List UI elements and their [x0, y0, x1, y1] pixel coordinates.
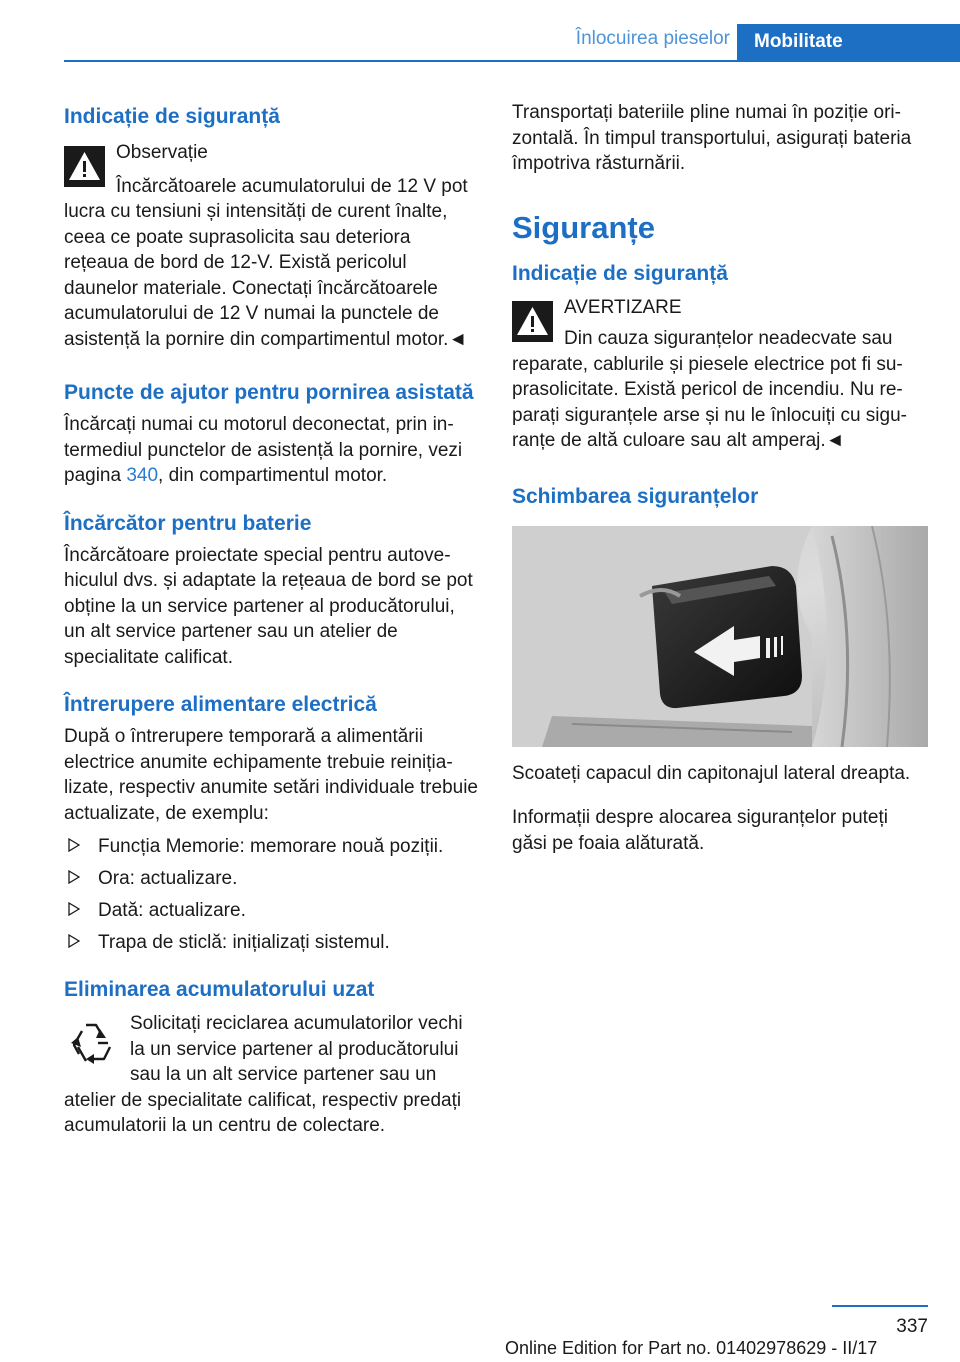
disposal-note — [64, 1011, 478, 1139]
running-header-section: Înlocuirea pieselor — [575, 28, 730, 49]
transport-text: Transportați bateriile pline numai în poziție orizontală. În timpul transportului, asigurați bateria împotriva răsturnării. — [512, 102, 912, 174]
triangle-bullet-icon — [68, 934, 80, 948]
fuse-cover-photo — [512, 526, 928, 747]
charger-text: Încărcătoare proiectate special pentru autovehiculul dvs. și adaptate la rețeaua de bord se pot obține la un service partener al producătorului, un alt service partener sau un atelier de specialitate calificat. — [64, 544, 473, 668]
jump-start-text — [64, 412, 478, 489]
left-column — [64, 100, 478, 1139]
safety-note — [64, 140, 478, 352]
triangle-bullet-icon — [68, 870, 80, 884]
list-item — [64, 834, 478, 859]
warning-text: Din cauza siguranțelor neadecvate sau reparate, cablurile și piesele electrice pot fi suprasolicitate. Există pericol de incendiu. Nu reparați siguranțele arse și nu le înlocuiți cu siguranțe de altă culoare sau alt amperaj.◄ — [512, 328, 907, 451]
list-item — [64, 930, 478, 955]
fuses-safety-heading: Indicație de siguranță — [512, 261, 728, 285]
disposal-heading: Eliminarea acumulatorului uzat — [64, 978, 375, 1001]
safety-text: Încărcătoarele acumulatorului de 12 V pot lucra cu tensiuni și intensități de curent înalte, ceea ce poate suprasolicita sau deteriora rețeaua de bord de 12-V. Există pericolul daunelor materiale. Conectați încărcătoarele acumulatorului de 12 V numai la punctele de asistență la pornire din compartimentul motor.◄ — [64, 175, 468, 350]
right-column — [512, 100, 928, 856]
disposal-text: Solicitați reciclarea acumulatorilor vechi la un service partener al producătorului sau la un alt service partener sau un atelier de specialitate calificat, respectiv predați acumulatorii la un centru de colectare. — [64, 1013, 463, 1136]
list-item — [64, 866, 478, 891]
power-interruption-list — [64, 834, 478, 955]
jump-start-text-after: , din compartimentul motor. — [158, 465, 388, 486]
list-item-text: Ora: actualizare. — [98, 868, 238, 889]
list-item-text: Trapa de sticlă: inițializați sistemul. — [98, 932, 390, 953]
warning-triangle-icon — [64, 146, 105, 187]
edition-note: Online Edition for Part no. 01402978629 - II/17 — [505, 1338, 878, 1358]
fuses-warning — [512, 295, 928, 454]
safety-heading: Indicație de siguranță — [64, 105, 280, 128]
footer-rule — [832, 1305, 928, 1307]
list-item — [64, 898, 478, 923]
fuse-info-text: Informații despre alocarea siguranțelor puteți găsi pe foaia alăturată. — [512, 807, 888, 854]
warning-triangle-icon — [512, 301, 553, 342]
change-fuses-heading: Schimbarea siguranțelor — [512, 484, 759, 508]
triangle-bullet-icon — [68, 902, 80, 916]
safety-label: Observație — [116, 142, 208, 163]
recycle-icon — [64, 1017, 118, 1071]
list-item-text: Funcția Memorie: memorare nouă poziții. — [98, 836, 444, 857]
power-interruption-heading: Întrerupere alimentare electrică — [64, 693, 377, 716]
page-link-340[interactable]: 340 — [126, 465, 159, 486]
charger-heading: Încărcător pentru baterie — [64, 511, 312, 535]
page-number: 337 — [896, 1316, 928, 1337]
jump-start-text-before: Încărcați numai cu motorul deconectat, prin intermediul punctelor de asistență la pornire, vezi pagina — [64, 414, 463, 486]
fuse-cover-caption: Scoateți capacul din capitonajul lateral dreapta. — [512, 762, 911, 784]
triangle-bullet-icon — [68, 838, 80, 852]
warning-label: AVERTIZARE — [564, 296, 682, 318]
jump-start-heading: Puncte de ajutor pentru pornirea asistată — [64, 381, 474, 404]
power-interruption-text: După o întrerupere temporară a alimentării electrice anumite echipamente trebuie reinițializate, respectiv anumite setări individuale trebuie actualizate, de exemplu: — [64, 726, 478, 824]
header-rule — [64, 60, 960, 62]
running-header-tab: Mobilitate — [737, 24, 960, 61]
list-item-text: Dată: actualizare. — [98, 900, 246, 921]
fuses-heading: Siguranțe — [512, 209, 655, 245]
